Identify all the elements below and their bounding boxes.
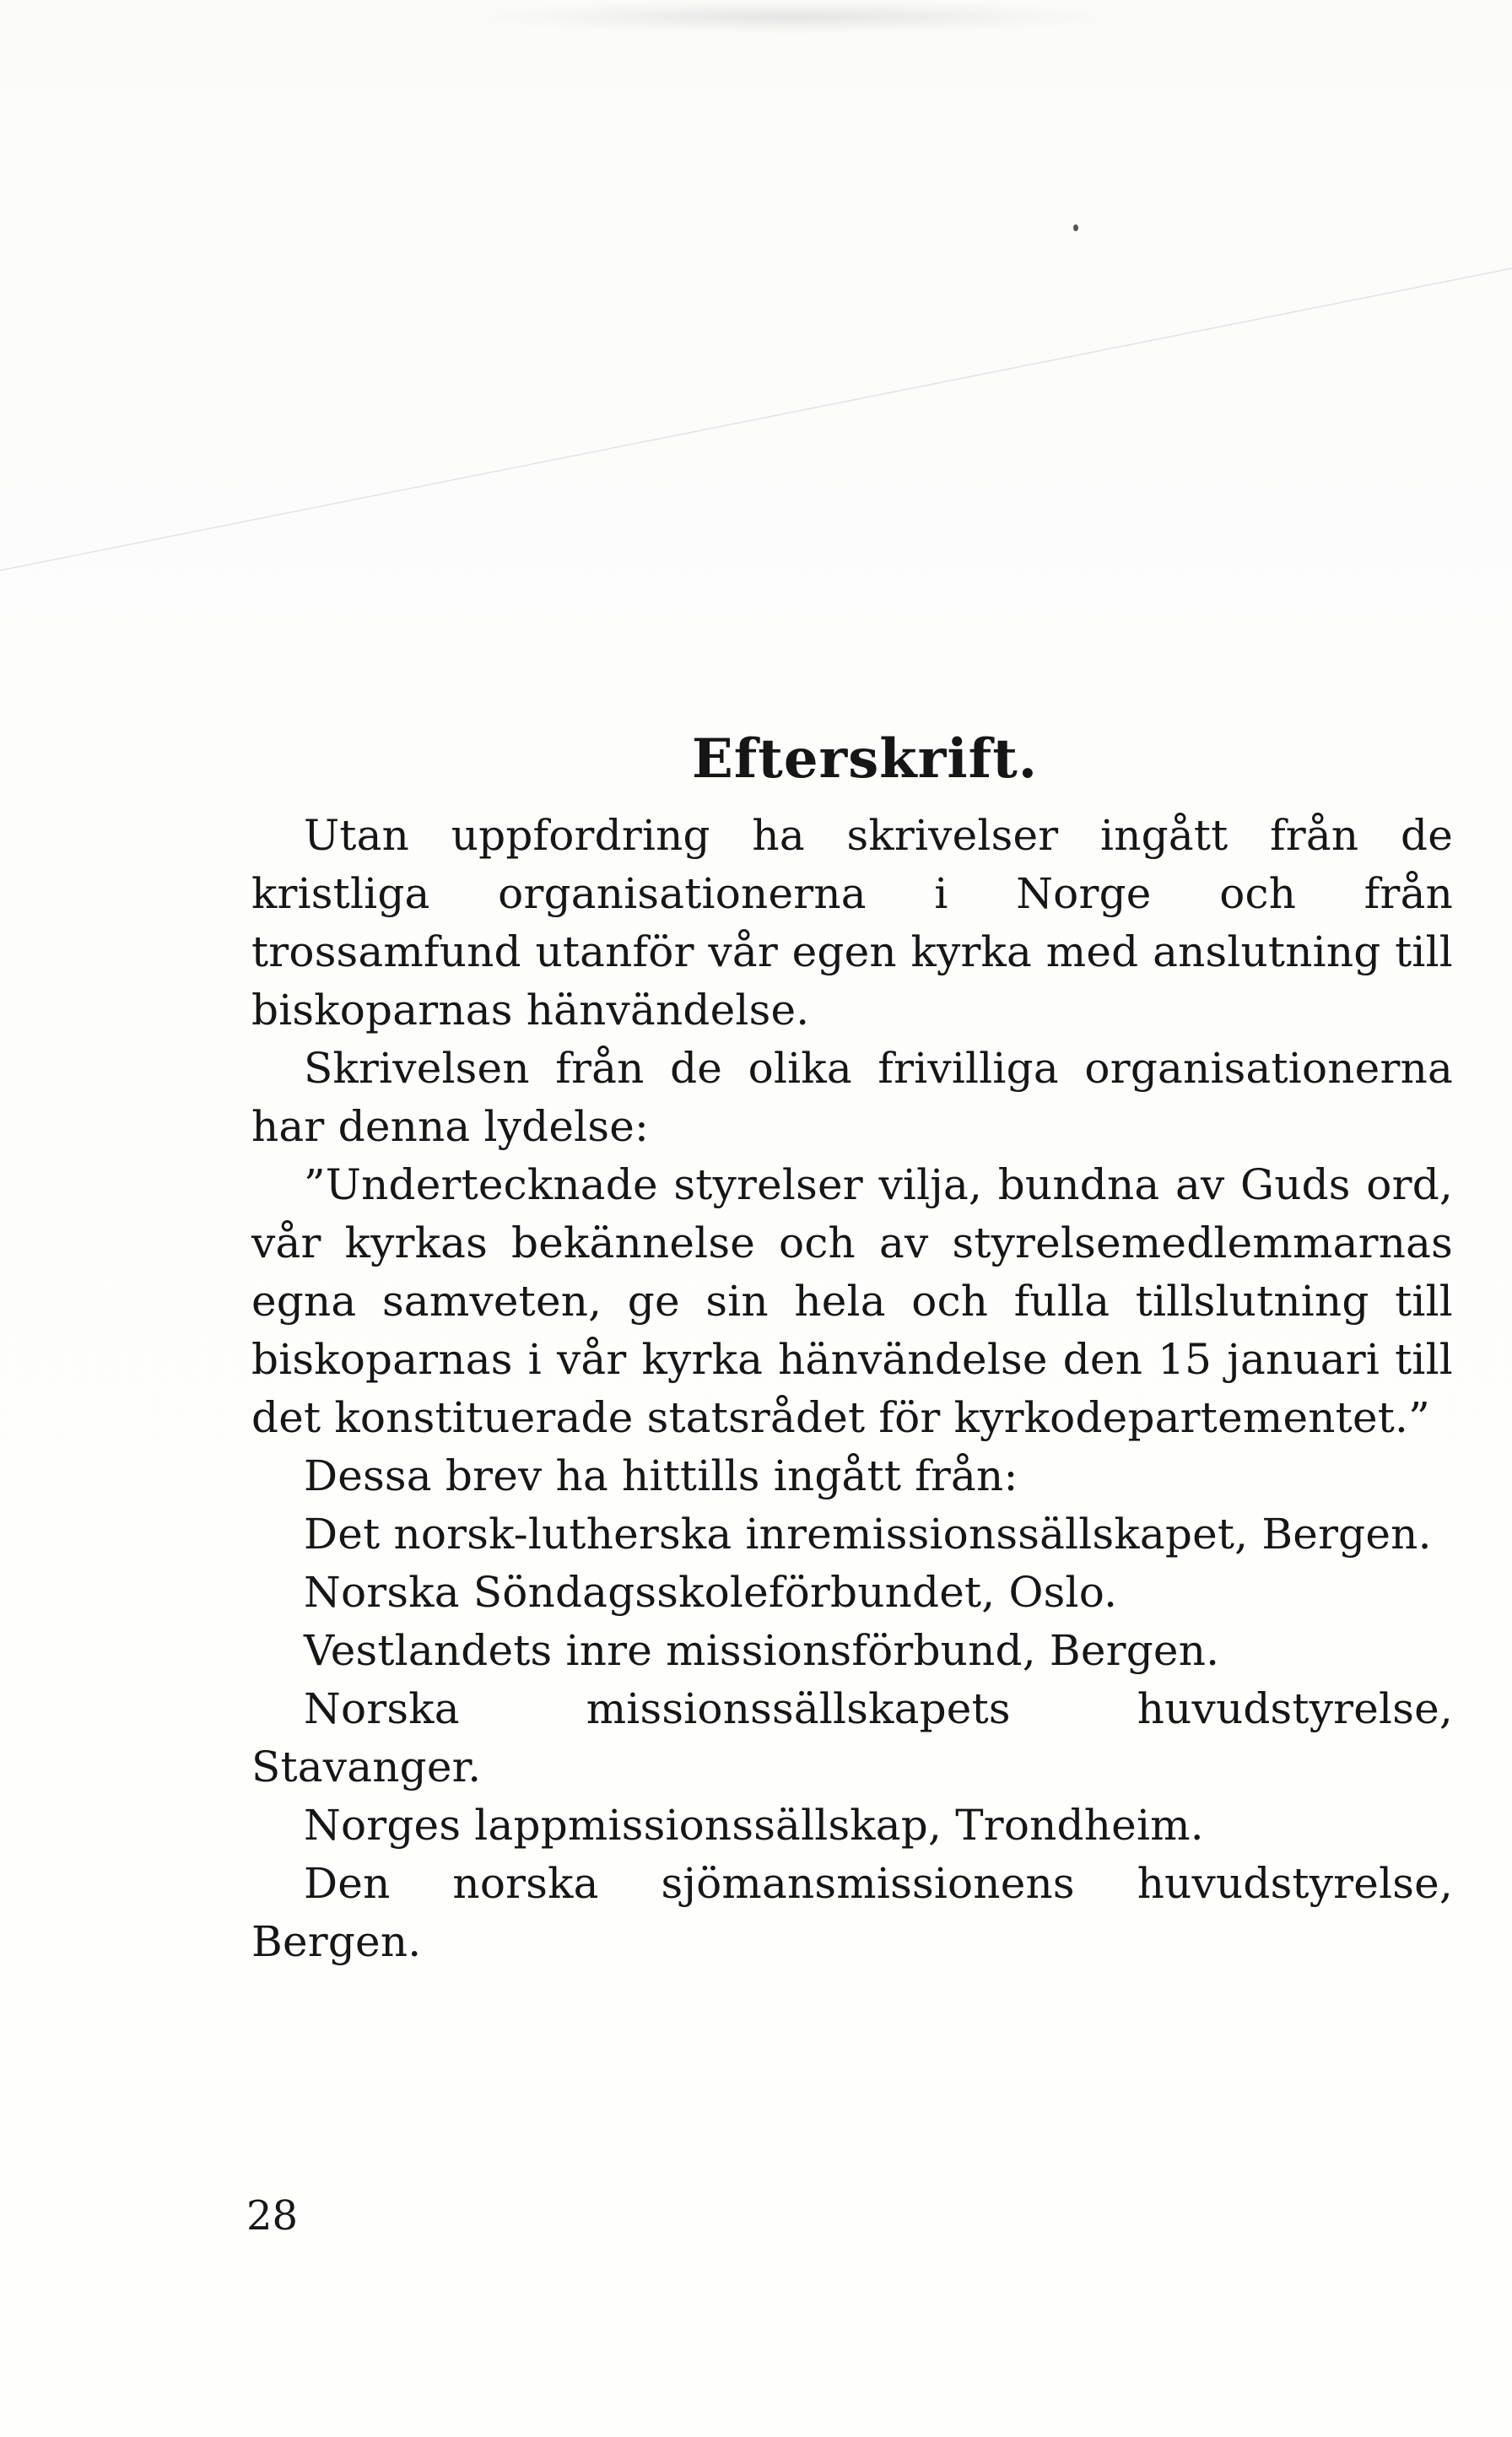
list-item: Vestlandets inre missionsförbund, Bergen. [304,1626,1220,1675]
list-item: Den norska sjömansmissionens huvudstyrelse, Bergen. [251,1859,1453,1966]
paragraph-quote: ”Undertecknade styrelser vilja, bundna av Guds ord, vår kyrkas bekännelse och av styrelsemedlemmarnas egna samveten, ge sin hela och fulla tillslutning till biskoparnas i vår kyrka hänvändelse den 15 januari till det konstituerade statsrådet för kyrkodepartementet.” [251,1160,1453,1442]
paragraph-1: Utan uppfordring ha skrivelser ingått från de kristliga organisationerna i Norge och från trossamfund utanför vår egen kyrka med anslutning till biskoparnas hänvändelse. [251,811,1453,1035]
page-number: 28 [246,2192,299,2240]
list-item: Norska Söndagsskoleförbundet, Oslo. [304,1568,1118,1617]
text-block [251,726,1453,1971]
list-item: Norska missionssällskapets huvudstyrelse, Stavanger. [251,1684,1453,1791]
paragraph-2: Skrivelsen från de olika frivilliga organisationerna har denna lydelse: [251,1044,1453,1151]
list-item: Norges lappmissionssällskap, Trondheim. [304,1801,1204,1850]
list-item: Det norsk-lutherska inremissionssällskapet, Bergen. [304,1510,1432,1559]
ink-speck [1073,224,1078,231]
page-heading: Efterskrift. [691,727,1039,791]
paragraph-letters-intro: Dessa brev ha hittills ingått från: [304,1451,1018,1500]
